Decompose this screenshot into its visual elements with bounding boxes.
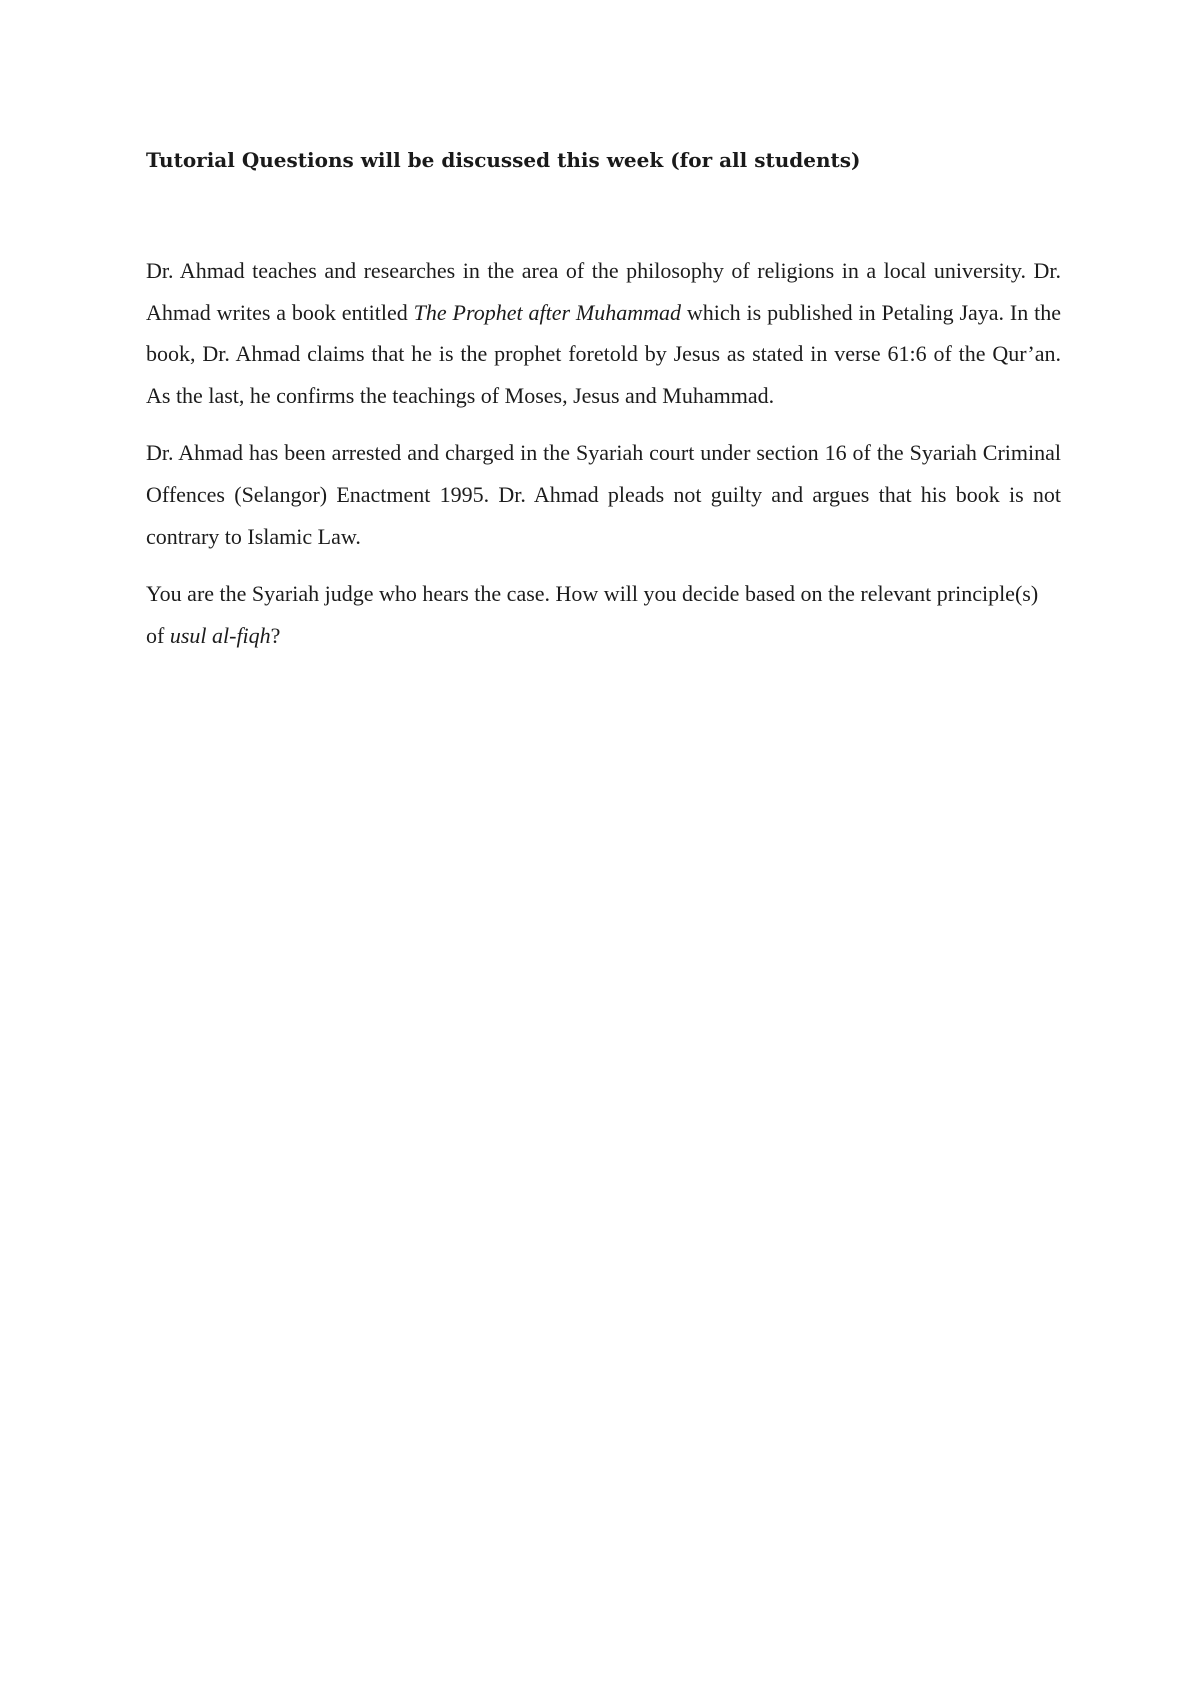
paragraph-case-facts-text-2: which is published in Petaling Jaya. In the book, Dr. Ahmad claims that he is the prophet foretold by Jesus as stated in verse 61:6 of the Qur’an. As the last, he confirms the teachings of Moses, Jesus and Muhammad. [146, 299, 1061, 408]
paragraph-question-text-2: ? [270, 622, 281, 648]
paragraph-case-facts [146, 250, 1061, 416]
paragraph-question-text-1: You are the Syariah judge who hears the case. How will you decide based on the relevant principle(s) of [146, 581, 1039, 648]
paragraph-charge: Dr. Ahmad has been arrested and charged in the Syariah court under section 16 of the Syariah Criminal Offences (Selangor) Enactment 1995. Dr. Ahmad pleads not guilty and argues that his book is not contrary to Islamic Law. [146, 440, 1061, 549]
paragraph-case-facts-text-1: Dr. Ahmad teaches and researches in the area of the philosophy of religions in a local university. Dr. Ahmad writes a book entitled [146, 258, 1061, 325]
paragraph-question [146, 573, 1061, 656]
document-heading: Tutorial Questions will be discussed this week (for all students) [146, 148, 861, 172]
document-body [146, 250, 1061, 672]
usul-al-fiqh-term: usul al-fiqh [169, 622, 271, 648]
book-title: The Prophet after Muhammad [413, 299, 681, 325]
